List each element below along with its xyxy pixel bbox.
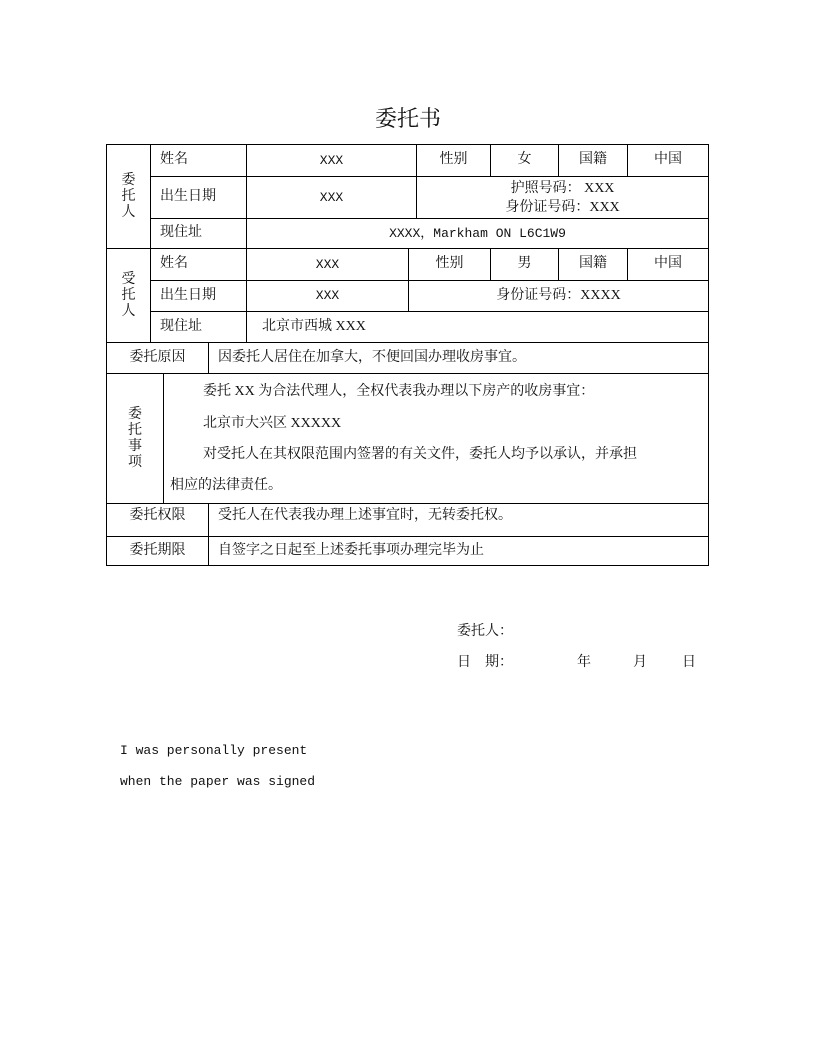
char: 委 <box>121 172 136 188</box>
principal-name-label: 姓名 <box>150 144 247 177</box>
reason-label: 委托原因 <box>106 342 209 374</box>
principal-nationality: 中国 <box>627 144 709 177</box>
term-label: 委托期限 <box>106 536 209 566</box>
agent-nationality: 中国 <box>627 248 709 281</box>
char: 托 <box>128 422 142 438</box>
matters-line3: 对受托人在其权限范围内签署的有关文件，委托人均予以承认，并承担 <box>203 447 637 462</box>
char: 人 <box>121 204 136 220</box>
note-line1: I was personally present <box>120 743 308 758</box>
agent-nationality-label: 国籍 <box>558 248 628 281</box>
term-text: 自签字之日起至上述委托事项办理完毕为止 <box>208 536 709 566</box>
agent-dob: XXX <box>246 280 409 312</box>
authority-label: 委托权限 <box>106 503 209 537</box>
char: 委 <box>128 406 142 422</box>
principal-signature-label: 委托人： <box>457 624 513 639</box>
char: 托 <box>121 287 136 303</box>
month-label: 月 <box>633 655 647 670</box>
char: 项 <box>128 454 142 470</box>
principal-section-label <box>106 144 151 249</box>
principal-nationality-label: 国籍 <box>558 144 628 177</box>
note-line2: when the paper was signed <box>120 774 316 789</box>
principal-id: 身份证号码：XXX <box>505 199 620 215</box>
char: 人 <box>121 303 136 319</box>
agent-address: 北京市西城 XXX <box>246 311 709 343</box>
principal-address-label: 现住址 <box>150 218 247 249</box>
matters-line4: 相应的法律责任。 <box>170 478 282 493</box>
date-label: 日 期： <box>457 655 513 670</box>
char: 事 <box>128 438 142 454</box>
day-label: 日 <box>682 655 696 670</box>
principal-dob-label: 出生日期 <box>150 176 247 219</box>
principal-gender: 女 <box>490 144 559 177</box>
agent-dob-label: 出生日期 <box>150 280 247 312</box>
agent-id: 身份证号码：XXXX <box>408 280 709 312</box>
year-label: 年 <box>577 655 591 670</box>
principal-address: XXXX，Markham ON L6C1W9 <box>246 218 709 249</box>
document-title: 委托书 <box>374 106 441 131</box>
reason-text: 因委托人居住在加拿大，不便回国办理收房事宜。 <box>208 342 709 374</box>
agent-section-label <box>106 248 151 343</box>
agent-gender-label: 性别 <box>408 248 491 281</box>
agent-name-label: 姓名 <box>150 248 247 281</box>
principal-name: XXX <box>246 144 417 177</box>
principal-dob: XXX <box>246 176 417 219</box>
principal-passport: 护照号码： XXX <box>510 180 615 196</box>
principal-ids <box>416 176 709 219</box>
agent-name: XXX <box>246 248 409 281</box>
agent-address-label: 现住址 <box>150 311 247 343</box>
char: 受 <box>121 271 136 287</box>
matters-line2: 北京市大兴区 XXXXX <box>203 416 342 431</box>
char: 托 <box>121 188 136 204</box>
matters-label <box>106 373 164 504</box>
principal-gender-label: 性别 <box>416 144 491 177</box>
matters-line1: 委托 XX 为合法代理人，全权代表我办理以下房产的收房事宜： <box>203 384 595 399</box>
authority-text: 受托人在代表我办理上述事宜时，无转委托权。 <box>208 503 709 537</box>
agent-gender: 男 <box>490 248 559 281</box>
